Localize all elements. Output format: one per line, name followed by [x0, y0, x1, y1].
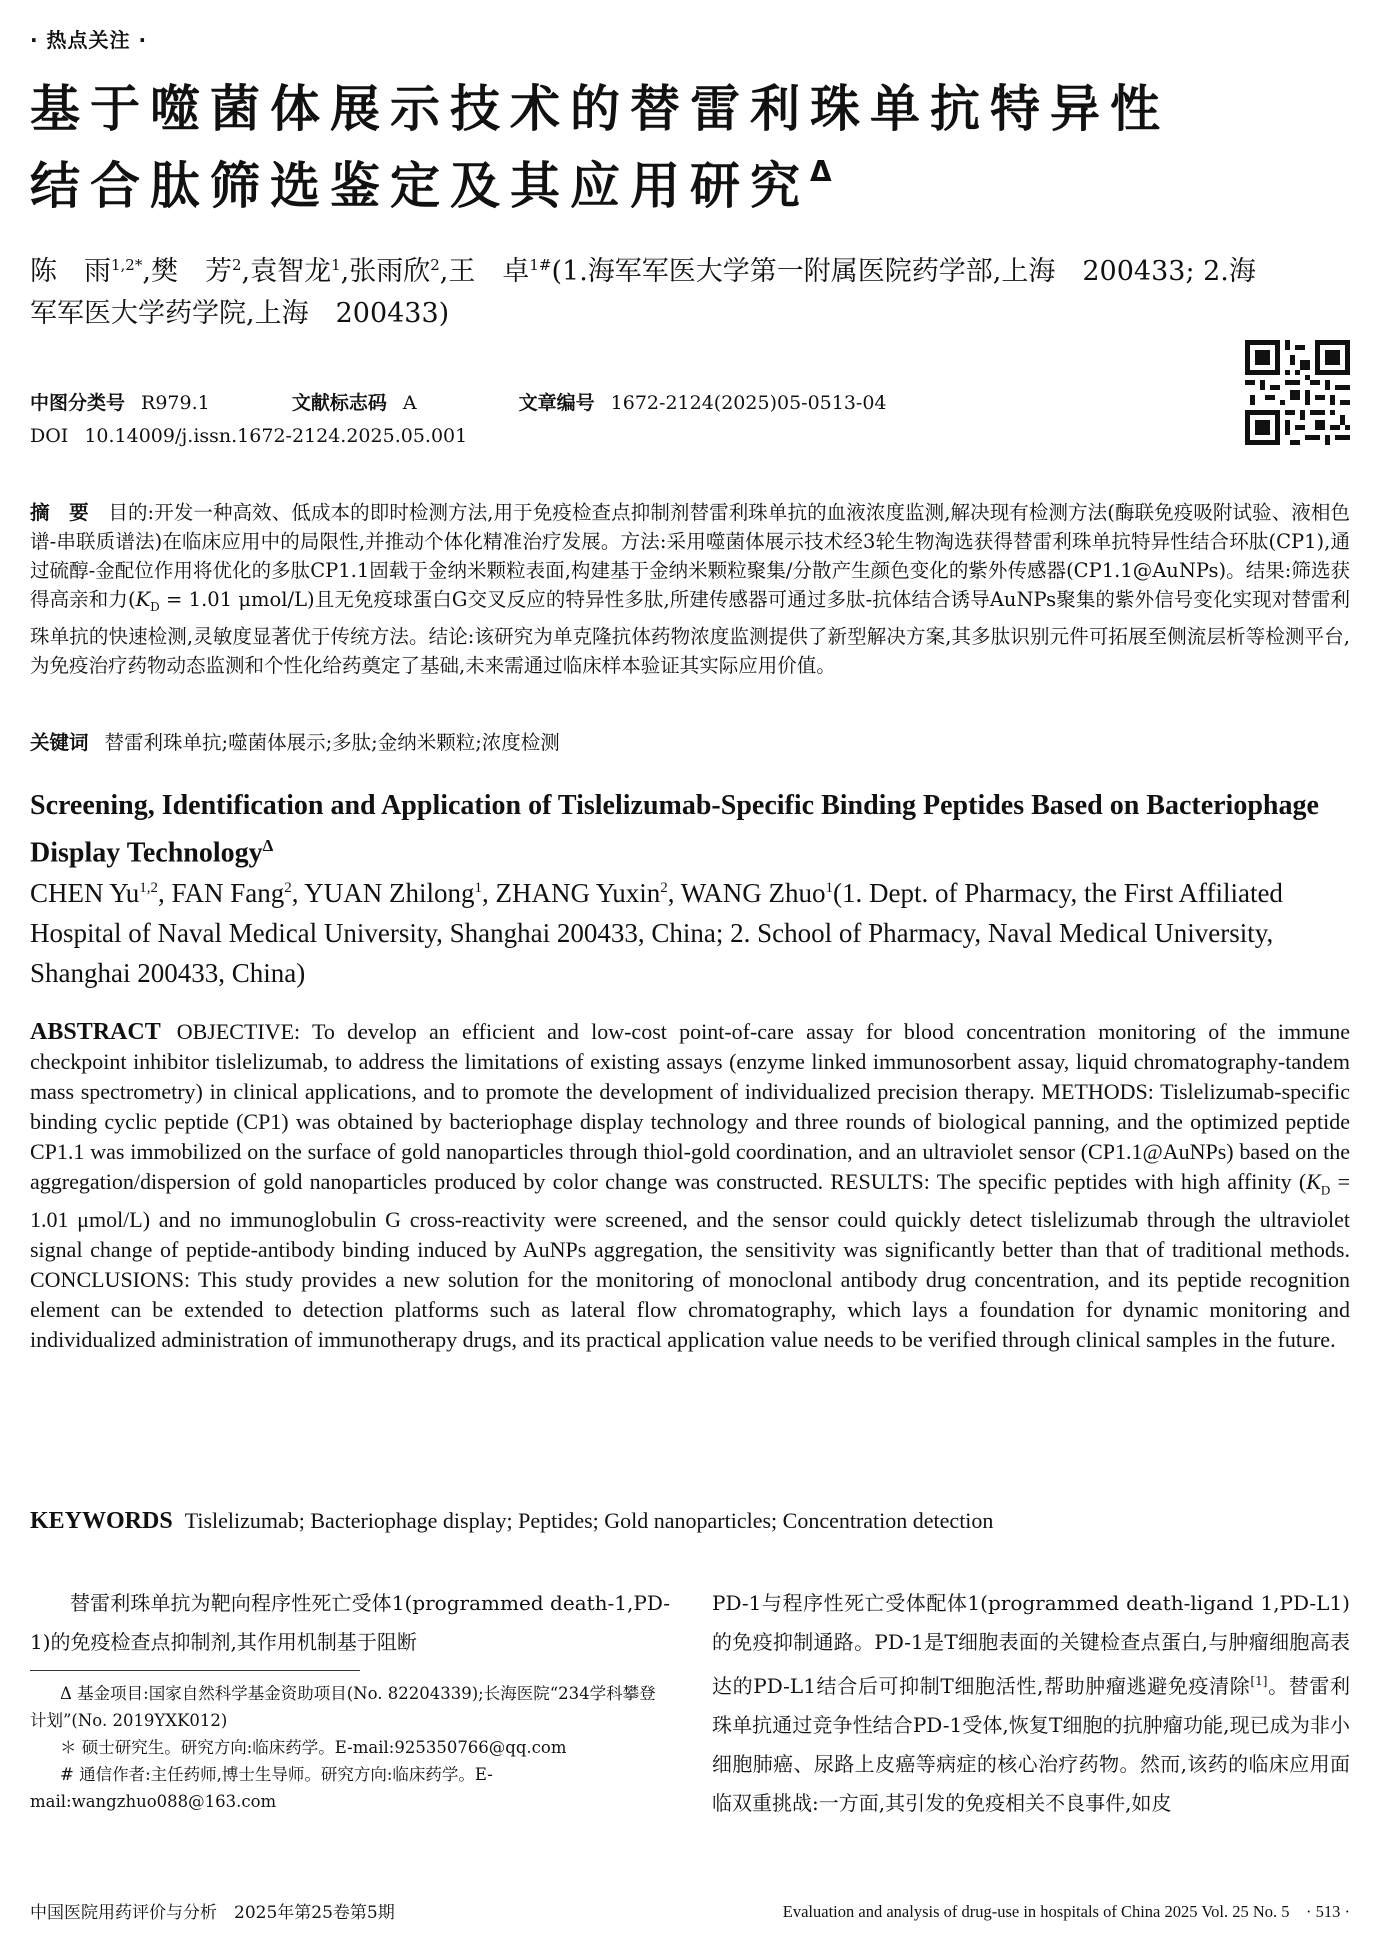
footnotes	[30, 1680, 670, 1815]
abstract-en	[30, 1017, 1350, 1355]
author-en-5: , WANG Zhuo	[667, 878, 826, 908]
title-cn-line2-wrap	[30, 155, 1350, 215]
author-en-1-sup: 1,2	[139, 880, 159, 896]
abstract-cn-kd-sub: D	[150, 599, 160, 614]
abstract-en-kd-symbol: K	[1306, 1169, 1321, 1194]
footnote-divider	[30, 1670, 360, 1671]
title-en	[30, 786, 1350, 873]
author-cn-3: ,袁智龙	[241, 256, 332, 287]
footer-journal-en: Evaluation and analysis of drug-use in hospitals of China 2025 Vol. 25 No. 5 · 513 ·	[782, 1902, 1350, 1921]
authors-en	[30, 868, 1350, 993]
keywords-en-text: Tislelizumab; Bacteriophage display; Peptides; Gold nanoparticles; Concentration detection	[184, 1508, 994, 1533]
affil-cn-line2: 军军医大学药学院,上海 200433)	[30, 298, 450, 329]
abstract-en-text-b: = 1.01 μmol/L) and no immunoglobulin G cross-reactivity were screened, and the sensor could quickly detect tislelizumab through the ultraviolet signal change of peptide-antibody binding induced by AuNPs aggregation, the sensitivity was significantly better than that of traditional methods. CONCLUSIONS: This study provides a new solution for the monitoring of monoclonal antibody drug concentration, and its peptide recognition element can be extended to detection platforms such as lateral flow chromatography, which lays a foundation for dynamic monitoring and individualized administration of immunotherapy drugs, and its practical application value needs to be verified through clinical samples in the future.	[30, 1169, 1350, 1353]
footnote-author1: ＊ 硕士研究生。研究方向:临床药学。E-mail:925350766@qq.com	[60, 1738, 567, 1757]
author-cn-1-sup: 1,2*	[111, 256, 143, 274]
abstract-cn-text-b: = 1.01 μmol/L)且无免疫球蛋白G交叉反应的特异性多肽,所建传感器可通过多肽-抗体结合诱导AuNPs聚集的紫外信号变化实现对替雷利珠单抗的快速检测,灵敏度显著优于传统方法。结论:该研究为单克隆抗体药物浓度监测提供了新型解决方案,其多肽识别元件可拓展至侧流层析等检测平台,为免疫治疗药物动态监测和个性化给药奠定了基础,未来需通过临床样本验证其实际应用价值。	[30, 588, 1350, 677]
title-cn-line2: 结合肽筛选鉴定及其应用研究	[30, 157, 810, 215]
author-cn-4-sup: 2	[430, 256, 440, 274]
author-en-3: , YUAN Zhilong	[291, 878, 475, 908]
author-en-4-sup: 2	[660, 880, 668, 896]
abstract-cn-label: 摘 要	[30, 501, 89, 524]
title-cn-line1: 基于噬菌体展示技术的替雷利珠单抗特异性	[30, 80, 1170, 138]
author-cn-1: 陈 雨	[30, 256, 111, 287]
doc-code-value: A	[402, 392, 417, 414]
keywords-en	[30, 1508, 993, 1535]
abstract-en-label: ABSTRACT	[30, 1019, 161, 1045]
affil-cn-line1: (1.海军军医大学第一附属医院药学部,上海 200433; 2.海	[551, 256, 1256, 287]
qr-code-icon	[1245, 340, 1350, 445]
body-left-paragraph: 替雷利珠单抗为靶向程序性死亡受体1(programmed death-1,PD-1)的免疫检查点抑制剂,其作用机制基于阻断	[30, 1591, 670, 1654]
author-en-1: CHEN Yu	[30, 878, 140, 908]
article-no-value: 1672-2124(2025)05-0513-04	[610, 392, 887, 414]
doi-label: DOI	[30, 425, 69, 447]
section-tag: · 热点关注 ·	[30, 28, 148, 52]
title-en-fund-mark: Δ	[262, 836, 274, 855]
affil-en: (1. Dept. of Pharmacy, the First Affiliated Hospital of Naval Medical University, Shanghai 200433, China; 2. School of Pharmacy, Naval Medical University, Shanghai 200433, China)	[30, 878, 1283, 988]
abstract-cn-kd-symbol: K	[135, 588, 151, 611]
abstract-cn-text-a: 目的:开发一种高效、低成本的即时检测方法,用于免疫检查点抑制剂替雷利珠单抗的血液浓度监测,解决现有检测方法(酶联免疫吸附试验、液相色谱-串联质谱法)在临床应用中的局限性,并推动个体化精准治疗发展。方法:采用噬菌体展示技术经3轮生物淘选获得替雷利珠单抗特异性结合环肽(CP1),通过硫醇-金配位作用将优化的多肽CP1.1固载于金纳米颗粒表面,构建基于金纳米颗粒聚集/分散产生颜色变化的紫外传感器(CP1.1@AuNPs)。结果:筛选获得高亲和力(	[30, 501, 1350, 611]
body-right-paragraph	[712, 1584, 1350, 1823]
abstract-en-text-a: OBJECTIVE: To develop an efficient and low-cost point-of-care assay for blood concentration monitoring of the immune checkpoint inhibitor tislelizumab, to address the limitations of existing assays (enzyme linked immunosorbent assay, liquid chromatography-tandem mass spectrometry) in clinical applications, and to promote the development of individualized precision therapy. METHODS: Tislelizumab-specific binding cyclic peptide (CP1) was obtained by bacteriophage display technology and three rounds of biological panning, and the optimized peptide CP1.1 was immobilized on the surface of gold nanoparticles through thiol-gold coordination, and an ultraviolet sensor (CP1.1@AuNPs) based on the aggregation/dispersion of gold nanoparticles produced by color change was constructed. RESULTS: The specific peptides with high affinity (	[30, 1019, 1350, 1194]
doi-row	[30, 425, 467, 447]
author-en-4: , ZHANG Yuxin	[482, 878, 661, 908]
meta-row	[30, 388, 887, 415]
keywords-cn-text: 替雷利珠单抗;噬菌体展示;多肽;金纳米颗粒;浓度检测	[104, 731, 560, 754]
keywords-cn-label: 关键词	[30, 731, 89, 754]
citation-ref-1[interactable]: [1]	[1250, 1674, 1268, 1688]
author-cn-2: ,樊 芳	[142, 256, 232, 287]
doc-code-label: 文献标志码	[291, 392, 387, 414]
body-right-text-a: PD-1与程序性死亡受体配体1(programmed death-ligand 1,PD-L1)的免疫抑制通路。PD-1是T细胞表面的关键检查点蛋白,与肿瘤细胞高表达的PD-L1结合后可抑制T细胞活性,帮助肿瘤逃避免疫清除	[712, 1591, 1350, 1698]
footer-journal-cn: 中国医院用药评价与分析 2025年第25卷第5期	[30, 1903, 395, 1923]
keywords-en-label: KEYWORDS	[30, 1508, 173, 1534]
authors-cn	[30, 244, 1350, 335]
body-right-text-b: 。替雷利珠单抗通过竞争性结合PD-1受体,恢复T细胞的抗肿瘤功能,现已成为非小细胞肺癌、尿路上皮癌等病症的核心治疗药物。然而,该药的临床应用面临双重挑战:一方面,其引发的免疫相关不良事件,如皮	[712, 1674, 1350, 1815]
abstract-cn	[30, 498, 1350, 680]
author-en-5-sup: 1	[825, 880, 834, 896]
footnote-fund: Δ 基金项目:国家自然科学基金资助项目(No. 82204339);长海医院“234学科攀登计划”(No. 2019YXK012)	[30, 1684, 656, 1730]
title-en-text: Screening, Identification and Application of Tislelizumab-Specific Binding Peptides Based on Bacteriophage Display Technology	[30, 790, 1319, 869]
author-en-3-sup: 1	[474, 880, 483, 896]
author-cn-2-sup: 2	[231, 256, 242, 274]
clc-label: 中图分类号	[30, 392, 126, 414]
author-cn-4: ,张雨欣	[340, 256, 431, 287]
article-no-label: 文章编号	[518, 392, 595, 414]
author-cn-5-sup: 1#	[529, 256, 552, 274]
keywords-cn	[30, 727, 560, 755]
clc-value: R979.1	[141, 392, 210, 414]
author-cn-3-sup: 1	[331, 256, 341, 274]
author-cn-5: ,王 卓	[439, 256, 530, 287]
title-cn-fund-mark: Δ	[810, 155, 832, 188]
abstract-en-kd-sub: D	[1320, 1182, 1331, 1198]
author-en-2-sup: 2	[284, 880, 292, 896]
doi-value: 10.14009/j.issn.1672-2124.2025.05.001	[84, 425, 468, 447]
footnote-corresponding: # 通信作者:主任药师,博士生导师。研究方向:临床药学。E-mail:wangzhuo088@163.com	[30, 1765, 493, 1811]
author-en-2: , FAN Fang	[158, 878, 285, 908]
